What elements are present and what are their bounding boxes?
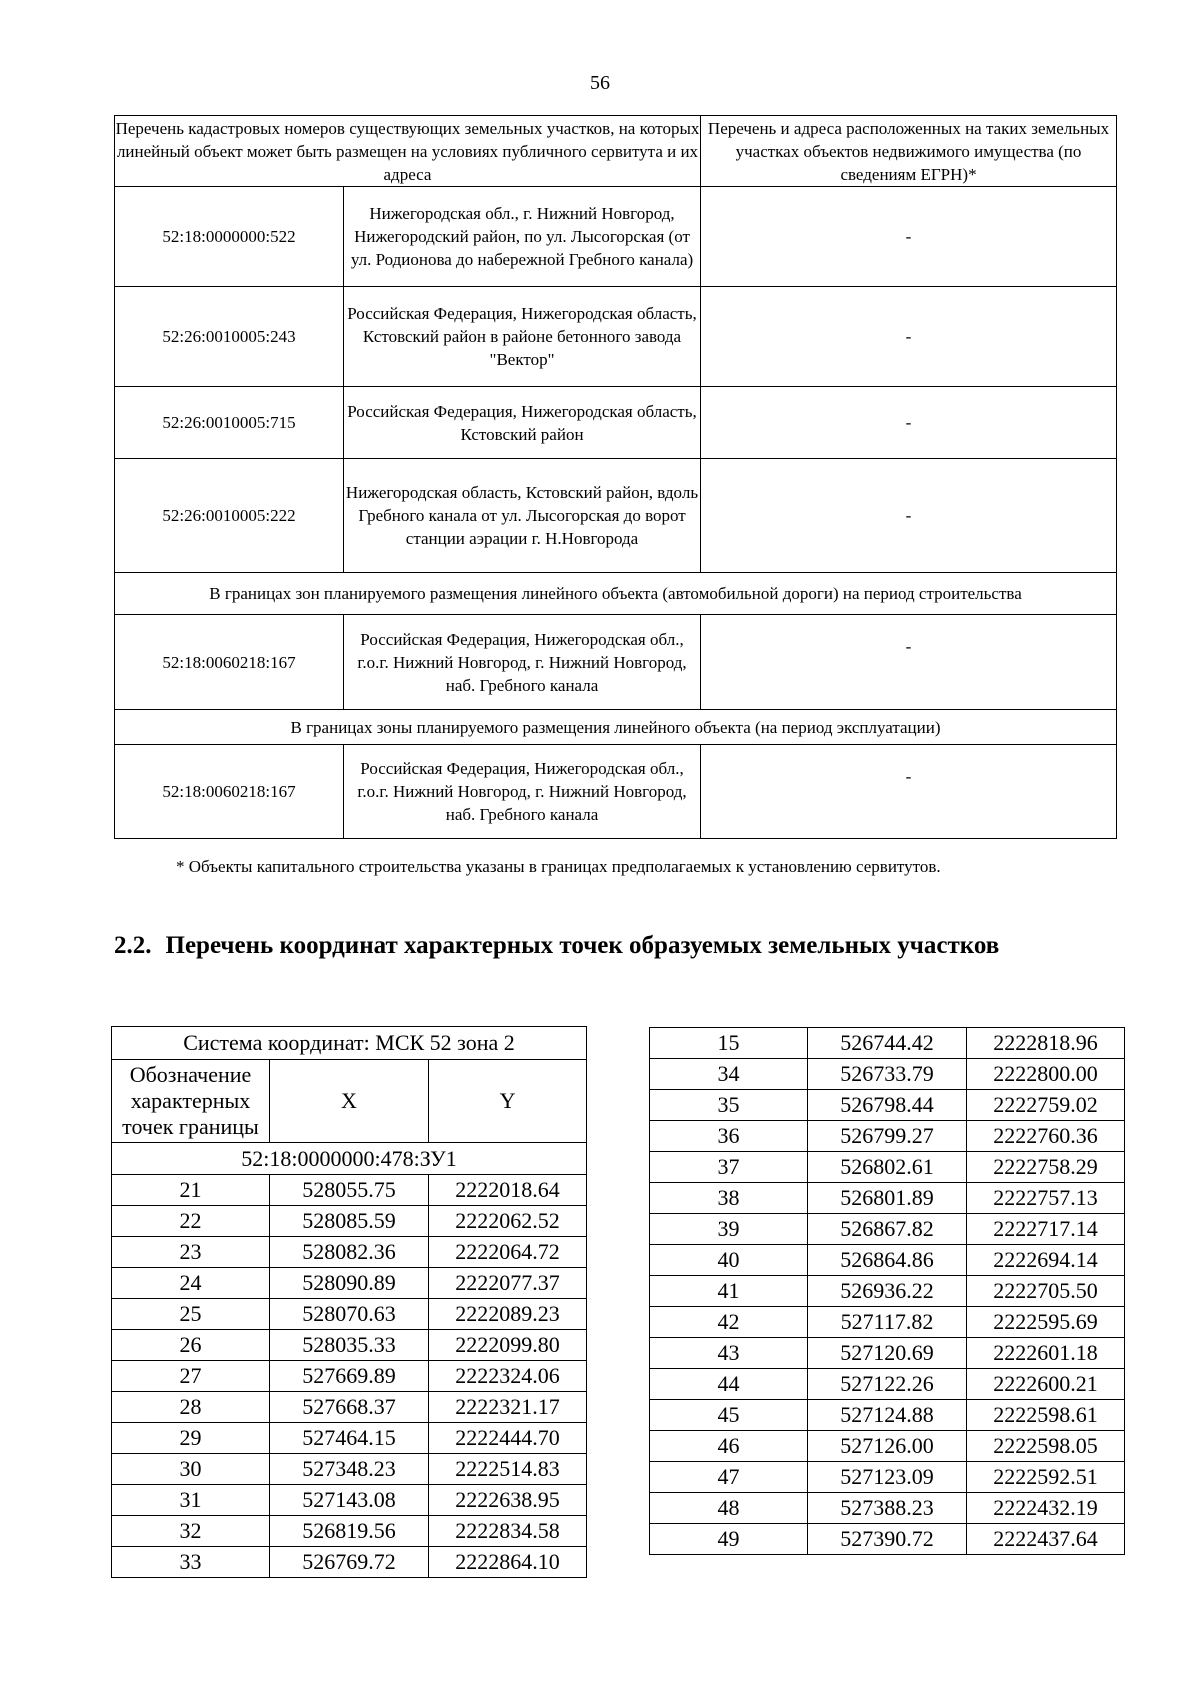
coordinates-table-left [111,1026,587,1578]
objects-value: - [701,287,1117,387]
coordinate-y: 2222757.13 [967,1183,1125,1214]
parcel-address: Российская Федерация, Нижегородская обл., г.о.г. Нижний Новгород, г. Нижний Новгород, наб. Гребного канала [344,615,701,710]
point-number: 32 [112,1516,270,1547]
coordinate-y: 2222514.83 [429,1454,587,1485]
table-row [115,387,1117,459]
coordinate-y: 2222062.52 [429,1206,587,1237]
coordinate-y: 2222598.05 [967,1431,1125,1462]
cadastral-number: 52:26:0010005:222 [115,459,344,573]
parcel-address: Нижегородская обл., г. Нижний Новгород, Нижегородский район, по ул. Лысогорская (от ул. Родионова до набережной Гребного канала) [344,187,701,287]
coordinate-row [650,1400,1125,1431]
coordinate-row [112,1547,587,1578]
point-number: 34 [650,1059,808,1090]
point-label-header: Обозначение характерных точек границы [112,1060,270,1143]
coordinate-row [112,1299,587,1330]
coordinate-x: 526867.82 [808,1214,967,1245]
parcel-address: Российская Федерация, Нижегородская обл., г.о.г. Нижний Новгород, г. Нижний Новгород, наб. Гребного канала [344,745,701,839]
objects-value: - [701,745,1117,839]
coordinate-x: 526733.79 [808,1059,967,1090]
coordinate-row [650,1462,1125,1493]
coordinate-y: 2222705.50 [967,1276,1125,1307]
coordinate-x: 526802.61 [808,1152,967,1183]
objects-value: - [701,187,1117,287]
coordinate-row [650,1183,1125,1214]
coordinate-x: 526936.22 [808,1276,967,1307]
coordinate-y: 2222077.37 [429,1268,587,1299]
coordinate-system-row [112,1027,587,1060]
header-cadastral-list: Перечень кадастровых номеров существующих земельных участков, на которых линейный объект может быть размещен на условиях публичного сервитута и их адреса [115,116,701,187]
coordinate-x: 528090.89 [270,1268,429,1299]
coordinate-y: 2222834.58 [429,1516,587,1547]
point-number: 35 [650,1090,808,1121]
point-number: 44 [650,1369,808,1400]
cadastral-number: 52:18:0060218:167 [115,615,344,710]
coordinate-y: 2222694.14 [967,1245,1125,1276]
coordinate-row [650,1152,1125,1183]
parcel-designation: 52:18:0000000:478:ЗУ1 [112,1143,587,1175]
coordinate-row [112,1485,587,1516]
point-number: 43 [650,1338,808,1369]
parcel-address: Российская Федерация, Нижегородская область, Кстовский район [344,387,701,459]
coordinate-x: 527143.08 [270,1485,429,1516]
point-number: 42 [650,1307,808,1338]
coordinate-x: 526864.86 [808,1245,967,1276]
coordinate-y: 2222759.02 [967,1090,1125,1121]
coordinate-x: 528082.36 [270,1237,429,1268]
point-number: 25 [112,1299,270,1330]
table-row [115,745,1117,839]
point-number: 37 [650,1152,808,1183]
point-number: 22 [112,1206,270,1237]
coordinate-row [650,1524,1125,1555]
point-number: 46 [650,1431,808,1462]
coordinate-x: 527124.88 [808,1400,967,1431]
coordinate-row [112,1330,587,1361]
coordinate-y: 2222800.00 [967,1059,1125,1090]
coordinate-x: 527388.23 [808,1493,967,1524]
coordinates-table-right [649,1027,1125,1555]
coordinate-x: 528035.33 [270,1330,429,1361]
parcels-table [114,115,1117,839]
point-number: 26 [112,1330,270,1361]
parcel-address: Нижегородская область, Кстовский район, вдоль Гребного канала от ул. Лысогорская до ворот станции аэрации г. Н.Новгорода [344,459,701,573]
coordinate-x: 527390.72 [808,1524,967,1555]
table-header-row [115,116,1117,187]
coordinate-y: 2222432.19 [967,1493,1125,1524]
coordinate-x: 528070.63 [270,1299,429,1330]
coordinate-y: 2222758.29 [967,1152,1125,1183]
point-number: 23 [112,1237,270,1268]
y-header: Y [429,1060,587,1143]
coordinate-y: 2222018.64 [429,1175,587,1206]
table-row [115,287,1117,387]
coordinate-row [650,1276,1125,1307]
parcel-row [112,1143,587,1175]
section-title: Перечень координат характерных точек образуемых земельных участков [165,932,1000,959]
coordinate-row [650,1431,1125,1462]
coordinate-y: 2222760.36 [967,1121,1125,1152]
coordinate-row [112,1454,587,1485]
coordinate-y: 2222099.80 [429,1330,587,1361]
coordinate-row [112,1516,587,1547]
coordinate-row [112,1423,587,1454]
coordinate-y: 2222638.95 [429,1485,587,1516]
coordinate-row [112,1237,587,1268]
objects-value: - [701,459,1117,573]
section-heading [114,930,1116,962]
coordinate-x: 527123.09 [808,1462,967,1493]
coordinate-y: 2222324.06 [429,1361,587,1392]
coordinate-x: 528055.75 [270,1175,429,1206]
coordinate-y: 2222595.69 [967,1307,1125,1338]
point-number: 27 [112,1361,270,1392]
point-number: 40 [650,1245,808,1276]
coordinate-y: 2222598.61 [967,1400,1125,1431]
cadastral-number: 52:26:0010005:715 [115,387,344,459]
coordinate-x: 527348.23 [270,1454,429,1485]
coordinate-system: Система координат: МСК 52 зона 2 [112,1027,587,1060]
point-number: 39 [650,1214,808,1245]
coordinate-row [112,1175,587,1206]
coordinate-y: 2222321.17 [429,1392,587,1423]
coordinate-x: 526819.56 [270,1516,429,1547]
coordinate-x: 527126.00 [808,1431,967,1462]
table-row [115,459,1117,573]
point-number: 24 [112,1268,270,1299]
coordinate-x: 526798.44 [808,1090,967,1121]
point-number: 21 [112,1175,270,1206]
section-number: 2.2. [114,932,152,959]
table-row [115,615,1117,710]
coordinate-y: 2222818.96 [967,1028,1125,1059]
coordinate-row [650,1245,1125,1276]
coordinate-x: 527668.37 [270,1392,429,1423]
cadastral-number: 52:26:0010005:243 [115,287,344,387]
table-row [115,187,1117,287]
point-number: 49 [650,1524,808,1555]
point-number: 31 [112,1485,270,1516]
coordinate-y: 2222864.10 [429,1547,587,1578]
zone-row-construction [115,573,1117,615]
coordinate-row [650,1059,1125,1090]
objects-value: - [701,387,1117,459]
zone-construction-label: В границах зон планируемого размещения линейного объекта (автомобильной дороги) на период строительства [115,573,1117,615]
coordinate-x: 528085.59 [270,1206,429,1237]
point-number: 45 [650,1400,808,1431]
zone-operation-label: В границах зоны планируемого размещения линейного объекта (на период эксплуатации) [115,710,1117,745]
coordinate-x: 526744.42 [808,1028,967,1059]
coordinate-y: 2222064.72 [429,1237,587,1268]
coordinate-y: 2222717.14 [967,1214,1125,1245]
point-number: 30 [112,1454,270,1485]
coordinates-header-row [112,1060,587,1143]
coordinate-x: 526801.89 [808,1183,967,1214]
coordinate-row [112,1361,587,1392]
coordinate-row [650,1369,1125,1400]
coordinate-row [650,1028,1125,1059]
point-number: 15 [650,1028,808,1059]
cadastral-number: 52:18:0000000:522 [115,187,344,287]
point-number: 48 [650,1493,808,1524]
point-number: 28 [112,1392,270,1423]
coordinate-y: 2222592.51 [967,1462,1125,1493]
coordinate-y: 2222601.18 [967,1338,1125,1369]
coordinate-x: 527120.69 [808,1338,967,1369]
point-number: 33 [112,1547,270,1578]
objects-value: - [701,615,1117,710]
coordinate-row [650,1307,1125,1338]
x-header: X [270,1060,429,1143]
coordinate-x: 527117.82 [808,1307,967,1338]
coordinate-row [650,1214,1125,1245]
coordinate-y: 2222437.64 [967,1524,1125,1555]
coordinate-x: 527464.15 [270,1423,429,1454]
cadastral-number: 52:18:0060218:167 [115,745,344,839]
coordinate-row [650,1121,1125,1152]
coordinate-x: 526799.27 [808,1121,967,1152]
coordinate-x: 527669.89 [270,1361,429,1392]
coordinate-row [650,1493,1125,1524]
point-number: 47 [650,1462,808,1493]
coordinate-row [650,1090,1125,1121]
coordinate-x: 527122.26 [808,1369,967,1400]
coordinate-row [112,1268,587,1299]
point-number: 41 [650,1276,808,1307]
coordinate-y: 2222600.21 [967,1369,1125,1400]
point-number: 38 [650,1183,808,1214]
page-number: 56 [590,72,610,94]
point-number: 36 [650,1121,808,1152]
zone-row-operation [115,710,1117,745]
header-objects-list: Перечень и адреса расположенных на таких земельных участках объектов недвижимого имущества (по сведениям ЕГРН)* [701,116,1117,187]
coordinate-y: 2222444.70 [429,1423,587,1454]
coordinate-x: 526769.72 [270,1547,429,1578]
footnote: * Объекты капитального строительства указаны в границах предполагаемых к установлению сервитутов. [176,857,941,876]
coordinate-y: 2222089.23 [429,1299,587,1330]
coordinate-row [112,1206,587,1237]
coordinate-row [112,1392,587,1423]
point-number: 29 [112,1423,270,1454]
coordinate-row [650,1338,1125,1369]
parcel-address: Российская Федерация, Нижегородская область, Кстовский район в районе бетонного завода "Вектор" [344,287,701,387]
